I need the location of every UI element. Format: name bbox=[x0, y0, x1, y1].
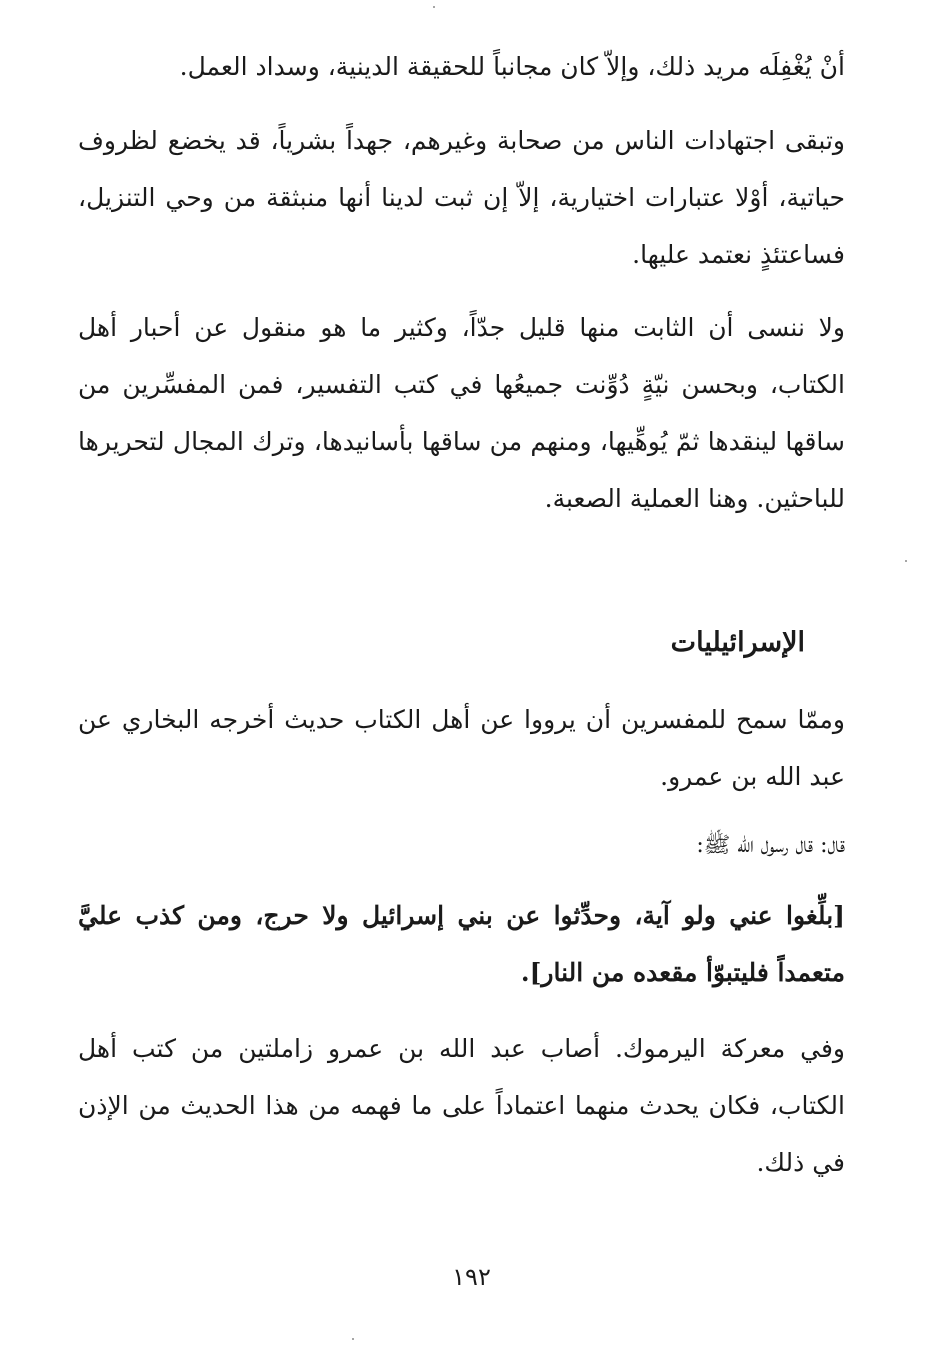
page-number: ١٩٢ bbox=[452, 1263, 491, 1291]
paragraph-human-efforts: وتبقى اجتهادات الناس من صحابة وغيرهم، جهداً بشرياً، قد يخضع لظروف حياتية، أوْلا عتبارات اختيارية، إلاّ إن ثبت لدينا أنها منبثقة من وحي التنزيل، فساعتئذٍ نعتمد عليها. bbox=[78, 126, 845, 269]
scan-speck bbox=[433, 6, 435, 8]
paragraph-yarmouk: وفي معركة اليرموك. أصاب عبد الله بن عمرو زاملتين من كتب أهل الكتاب، فكان يحدث منهما اعتماداً على ما فهمه من هذا الحديث من الإذن في ذلك. bbox=[78, 1034, 845, 1177]
paragraph-continuation: أنْ يُغْفِلَه مريد ذلك، وإلاّ كان مجانباً للحقيقة الدينية، وسداد العمل. bbox=[179, 52, 845, 81]
scan-speck bbox=[905, 560, 907, 562]
paragraph-reports: ولا ننسى أن الثابت منها قليل جدّاً، وكثير ما هو منقول عن أحبار أهل الكتاب، وبحسن نيّةٍ دُوِّنت جميعُها في كتب التفسير، فمن المفسِّرين من ساقها لينقدها ثمّ يُوهِّيها، ومنهم من ساقها بأسانيدها، وترك المجال لتحريرها للباحثين. وهنا العملية الصعبة. bbox=[78, 313, 845, 513]
scan-speck bbox=[352, 1338, 354, 1340]
hadith-text: [بلِّغوا عني ولو آية، وحدِّثوا عن بني إسرائيل ولا حرج، ومن كذب عليَّ متعمداً فليتبوّأ مقعده من النار]. bbox=[78, 901, 845, 987]
paragraph-hadith-intro: وممّا سمح للمفسرين أن يرووا عن أهل الكتاب حديث أخرجه البخاري عن عبد الله بن عمرو. bbox=[78, 705, 845, 791]
section-heading: الإسرائيليات bbox=[670, 627, 805, 658]
hadith-attribution: قال: قال رسول الله ﷺ: bbox=[696, 833, 845, 858]
